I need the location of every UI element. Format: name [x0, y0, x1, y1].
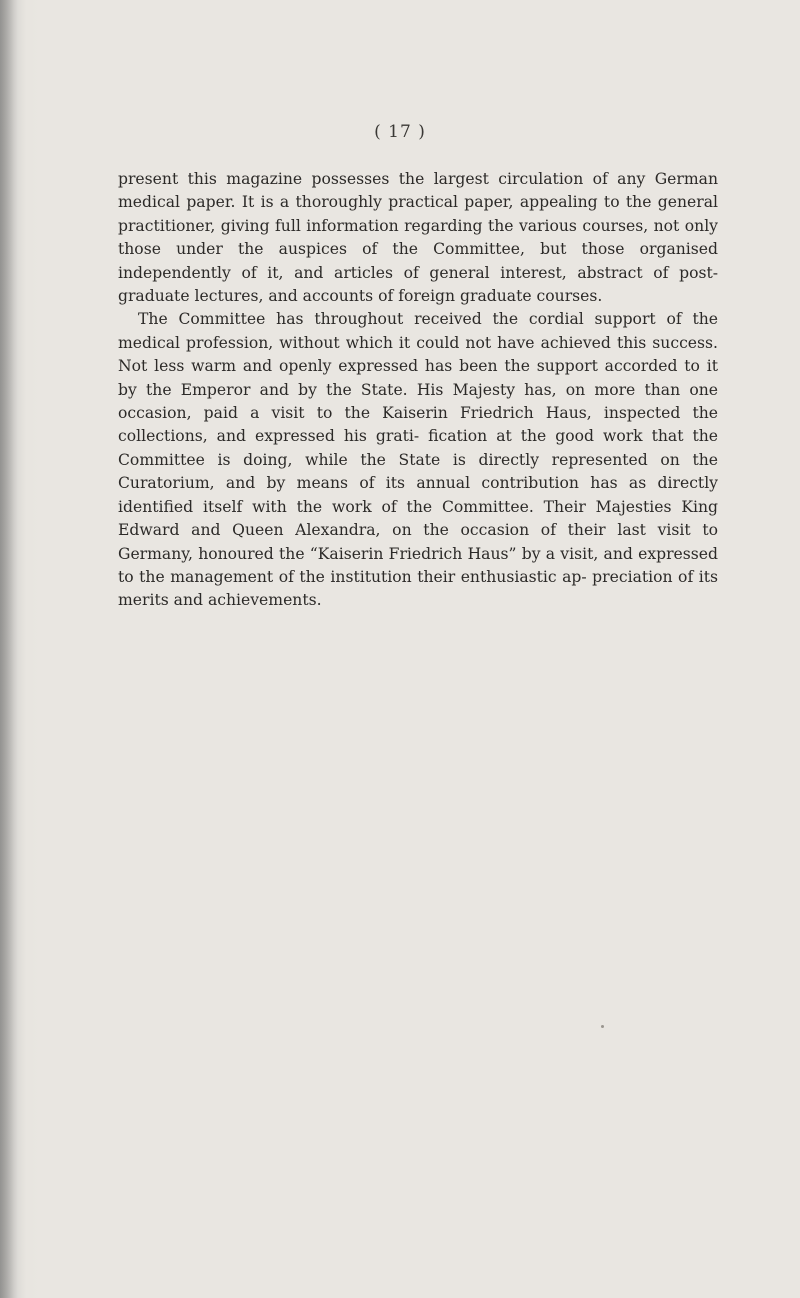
paragraph-committee-support: The Committee has throughout received the cordial support of the medical profession, without which it could not have achieved this success. Not less warm and openly expressed has been the support accorded to it by the Emperor and by the State. His Majesty has, on more than one occasion, paid a visit to the Kaiserin Friedrich Haus, inspected the collections, and expressed his grati- fication at the good work that the Committee is doing, while the State is directly represented on the Curatorium, and by means of its annual contribution has as directly identified itself with the work of the Committee. Their Majesties King Edward and Queen Alexandra, on the occasion of their last visit to Germany, honoured the “Kaiserin Friedrich Haus” by a visit, and expressed to the management of the institution their enthusiastic ap- preciation of its merits and achievements. [118, 310, 718, 610]
page-number: ( 17 ) [374, 122, 426, 142]
paper-speck [601, 1025, 604, 1028]
spine-shadow [0, 0, 18, 1298]
body-text [118, 168, 718, 613]
paragraph-continuation: present this magazine possesses the largest circulation of any German medical paper. It is a thoroughly practical paper, appealing to the general practitioner, giving full information regarding the various courses, not only those under the auspices of the Committee, but those organised independently of it, and articles of general interest, abstract of post-graduate lectures, and accounts of foreign graduate courses. [118, 170, 718, 306]
